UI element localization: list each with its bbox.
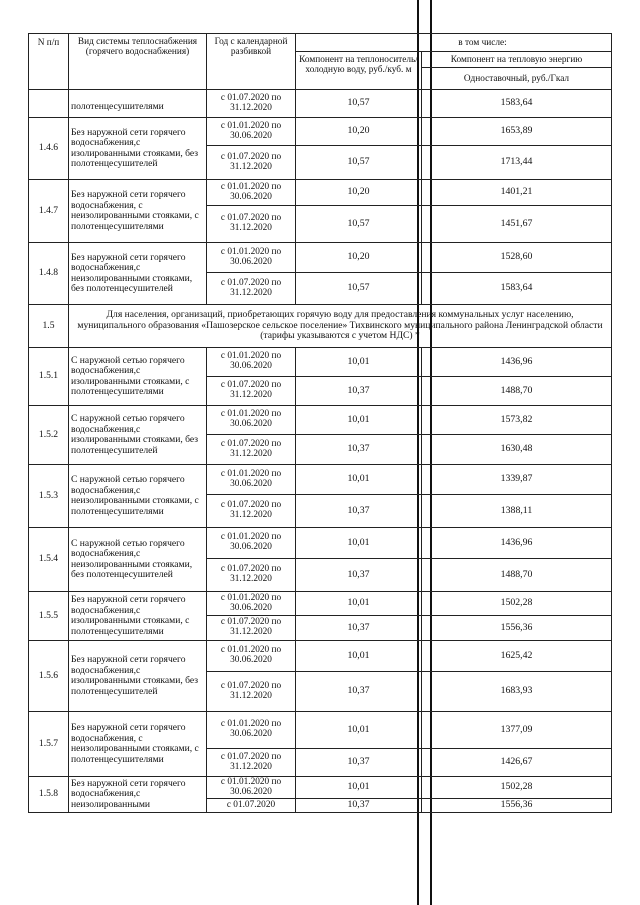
table-row: [29, 180, 612, 206]
period-cell: с 01.07.2020 по 31.12.2020: [207, 495, 296, 528]
water-component-cell: 10,37: [296, 495, 422, 528]
period-cell: с 01.01.2020 по 30.06.2020: [207, 712, 296, 749]
row-number: 1.5.8: [29, 777, 69, 813]
water-component-cell: 10,57: [296, 273, 422, 305]
water-component-cell: 10,57: [296, 146, 422, 180]
table-row: [29, 348, 612, 377]
table-row: [29, 777, 612, 799]
heat-component-cell: 1488,70: [422, 377, 612, 406]
row-number: 1.5.3: [29, 465, 69, 528]
system-description: Без наружной сети горячего водоснабжения,с изолированными стояками, без полотенцесушителей: [69, 118, 207, 180]
row-number: [29, 90, 69, 118]
water-component-cell: 10,01: [296, 348, 422, 377]
water-component-cell: 10,57: [296, 90, 422, 118]
header-system: Вид системы теплоснабжения (горячего водоснабжения): [69, 34, 207, 90]
system-description: С наружной сетью горячего водоснабжения,с неизолированными стояками, без полотенцесушителей: [69, 528, 207, 592]
row-number: 1.5.4: [29, 528, 69, 592]
heat-component-cell: 1556,36: [422, 616, 612, 641]
period-cell: с 01.07.2020 по 31.12.2020: [207, 146, 296, 180]
heat-component-cell: 1401,21: [422, 180, 612, 206]
system-description: Без наружной сети горячего водоснабжения, с неизолированными стояками, с полотенцесушителями: [69, 180, 207, 243]
table-row: [29, 243, 612, 273]
period-cell: с 01.07.2020 по 31.12.2020: [207, 206, 296, 243]
heat-component-cell: 1683,93: [422, 672, 612, 712]
header-year: Год с календарной разбивкой: [207, 34, 296, 90]
system-description: Без наружной сети горячего водоснабжения,с неизолированными: [69, 777, 207, 813]
water-component-cell: 10,37: [296, 749, 422, 777]
row-number: 1.5.1: [29, 348, 69, 406]
row-number: 1.5.2: [29, 406, 69, 465]
system-description: С наружной сетью горячего водоснабжения,с изолированными стояками, без полотенцесушителей: [69, 406, 207, 465]
table-row: [29, 528, 612, 559]
header-num: N п/п: [29, 34, 69, 90]
table-row: [29, 118, 612, 146]
system-description: С наружной сетью горячего водоснабжения,с изолированными стояками, с полотенцесушителями: [69, 348, 207, 406]
heat-component-cell: 1436,96: [422, 348, 612, 377]
table-row: [29, 712, 612, 749]
row-number: 1.5.6: [29, 641, 69, 712]
heat-component-cell: 1502,28: [422, 592, 612, 616]
system-description: полотенцесушителями: [69, 90, 207, 118]
heat-component-cell: 1339,87: [422, 465, 612, 495]
water-component-cell: 10,01: [296, 592, 422, 616]
header-one-rate: Одноставочный, руб./Гкал: [422, 68, 612, 90]
water-component-cell: 10,37: [296, 799, 422, 813]
header-comp-water: Компонент на теплоноситель/холодную воду, руб./куб. м: [296, 52, 422, 90]
heat-component-cell: 1573,82: [422, 406, 612, 435]
row-number: 1.5.5: [29, 592, 69, 641]
table-row: [29, 592, 612, 616]
period-cell: с 01.07.2020: [207, 799, 296, 813]
row-number: 1.5: [29, 305, 69, 348]
period-cell: с 01.01.2020 по 30.06.2020: [207, 348, 296, 377]
heat-component-cell: 1528,60: [422, 243, 612, 273]
heat-component-cell: 1426,67: [422, 749, 612, 777]
period-cell: с 01.01.2020 по 30.06.2020: [207, 777, 296, 799]
period-cell: с 01.07.2020 по 31.12.2020: [207, 559, 296, 592]
period-cell: с 01.07.2020 по 31.12.2020: [207, 90, 296, 118]
period-cell: с 01.07.2020 по 31.12.2020: [207, 749, 296, 777]
heat-component-cell: 1556,36: [422, 799, 612, 813]
period-cell: с 01.01.2020 по 30.06.2020: [207, 118, 296, 146]
heat-component-cell: 1630,48: [422, 435, 612, 465]
water-component-cell: 10,01: [296, 528, 422, 559]
period-cell: с 01.07.2020 по 31.12.2020: [207, 377, 296, 406]
heat-component-cell: 1583,64: [422, 273, 612, 305]
table-row: [29, 406, 612, 435]
water-component-cell: 10,37: [296, 435, 422, 465]
period-cell: с 01.07.2020 по 31.12.2020: [207, 616, 296, 641]
period-cell: с 01.01.2020 по 30.06.2020: [207, 243, 296, 273]
water-component-cell: 10,01: [296, 712, 422, 749]
water-component-cell: 10,20: [296, 243, 422, 273]
period-cell: с 01.01.2020 по 30.06.2020: [207, 641, 296, 672]
row-number: 1.4.8: [29, 243, 69, 305]
water-component-cell: 10,57: [296, 206, 422, 243]
water-component-cell: 10,20: [296, 180, 422, 206]
row-number: 1.4.7: [29, 180, 69, 243]
row-number: 1.4.6: [29, 118, 69, 180]
water-component-cell: 10,20: [296, 118, 422, 146]
period-cell: с 01.01.2020 по 30.06.2020: [207, 180, 296, 206]
water-component-cell: 10,37: [296, 559, 422, 592]
tariff-table: [28, 33, 612, 813]
water-component-cell: 10,01: [296, 465, 422, 495]
system-description: С наружной сетью горячего водоснабжения,с неизолированными стояками, с полотенцесушителями: [69, 465, 207, 528]
period-cell: с 01.07.2020 по 31.12.2020: [207, 273, 296, 305]
heat-component-cell: 1653,89: [422, 118, 612, 146]
heat-component-cell: 1436,96: [422, 528, 612, 559]
water-component-cell: 10,01: [296, 641, 422, 672]
system-description: Без наружной сети горячего водоснабжения, с неизолированными стояками, с полотенцесушителями: [69, 712, 207, 777]
system-description: Без наружной сети горячего водоснабжения,с неизолированными стояками, без полотенцесушителей: [69, 243, 207, 305]
table-row: [29, 465, 612, 495]
header-comp-heat: Компонент на тепловую энергию: [422, 52, 612, 68]
water-component-cell: 10,37: [296, 377, 422, 406]
period-cell: с 01.07.2020 по 31.12.2020: [207, 435, 296, 465]
table-row: [29, 641, 612, 672]
heat-component-cell: 1388,11: [422, 495, 612, 528]
water-component-cell: 10,01: [296, 406, 422, 435]
header-including: в том числе:: [296, 34, 612, 52]
period-cell: с 01.01.2020 по 30.06.2020: [207, 406, 296, 435]
heat-component-cell: 1625,42: [422, 641, 612, 672]
row-number: 1.5.7: [29, 712, 69, 777]
heat-component-cell: 1713,44: [422, 146, 612, 180]
period-cell: с 01.07.2020 по 31.12.2020: [207, 672, 296, 712]
water-component-cell: 10,37: [296, 616, 422, 641]
heat-component-cell: 1502,28: [422, 777, 612, 799]
period-cell: с 01.01.2020 по 30.06.2020: [207, 465, 296, 495]
water-component-cell: 10,37: [296, 672, 422, 712]
heat-component-cell: 1488,70: [422, 559, 612, 592]
table-row: [29, 90, 612, 118]
heat-component-cell: 1377,09: [422, 712, 612, 749]
water-component-cell: 10,01: [296, 777, 422, 799]
system-description: Без наружной сети горячего водоснабжения,с изолированными стояками, без полотенцесушителей: [69, 641, 207, 712]
heat-component-cell: 1451,67: [422, 206, 612, 243]
period-cell: с 01.01.2020 по 30.06.2020: [207, 592, 296, 616]
section-heading: Для населения, организаций, приобретающих горячую воду для предоставления коммунальных услуг населению, муниципального образования «Пашозерское сельское поселение» Тихвинского муниципального района Ленинградской области (тарифы указываются с учетом НДС) *: [69, 305, 612, 348]
heat-component-cell: 1583,64: [422, 90, 612, 118]
system-description: Без наружной сети горячего водоснабжения,с изолированными стояками, с полотенцесушителями: [69, 592, 207, 641]
period-cell: с 01.01.2020 по 30.06.2020: [207, 528, 296, 559]
